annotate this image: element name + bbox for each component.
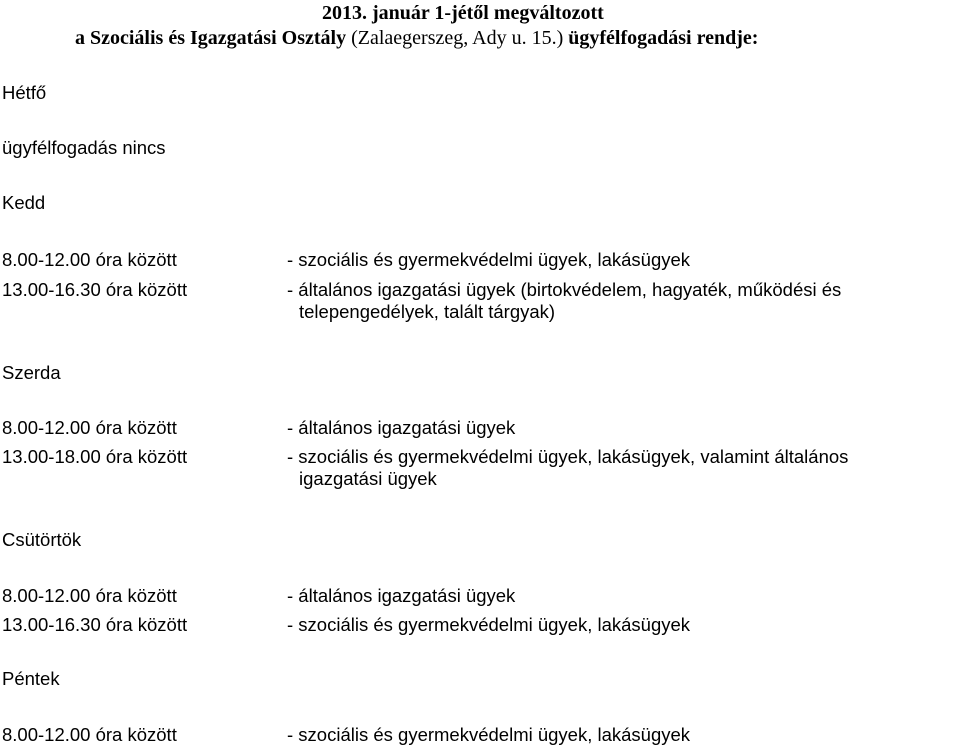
slot-description-line2: igazgatási ügyek [299,468,437,489]
slot-description: - általános igazgatási ügyek [287,585,516,606]
subtitle-office: a Szociális és Igazgatási Osztály [75,27,347,49]
monday-note: ügyfélfogadás nincs [2,137,166,158]
slot-description-line1: - általános igazgatási ügyek (birtokvédelem, hagyaték, működési és [287,279,842,300]
slot-time: 13.00-16.30 óra között [2,279,188,300]
slot-time: 13.00-18.00 óra között [2,446,188,467]
slot-description: - szociális és gyermekvédelmi ügyek, lakásügyek [287,724,691,745]
slot-description-line1: - szociális és gyermekvédelmi ügyek, lakásügyek, valamint általános [287,446,849,467]
day-heading-monday: Hétfő [2,82,47,103]
day-heading-thursday: Csütörtök [2,529,82,550]
document-title: 2013. január 1-jétől megváltozott [322,2,604,24]
slot-time: 8.00-12.00 óra között [2,724,177,745]
slot-description-line2: telepengedélyek, talált tárgyak) [299,301,556,322]
day-heading-tuesday: Kedd [2,192,46,213]
slot-description [287,279,959,323]
subtitle-address: (Zalaegerszeg, Ady u. 15.) [346,27,564,49]
slot-time: 8.00-12.00 óra között [2,585,177,606]
slot-description: - általános igazgatási ügyek [287,417,516,438]
document-subtitle [75,27,758,49]
slot-time: 8.00-12.00 óra között [2,249,177,270]
subtitle-suffix: ügyfélfogadási rendje: [563,27,759,49]
day-heading-friday: Péntek [2,668,60,689]
slot-description: - szociális és gyermekvédelmi ügyek, lakásügyek [287,614,691,635]
day-heading-wednesday: Szerda [2,362,61,383]
slot-time: 13.00-16.30 óra között [2,614,188,635]
slot-time: 8.00-12.00 óra között [2,417,177,438]
slot-description [287,446,959,490]
slot-description: - szociális és gyermekvédelmi ügyek, lakásügyek [287,249,691,270]
